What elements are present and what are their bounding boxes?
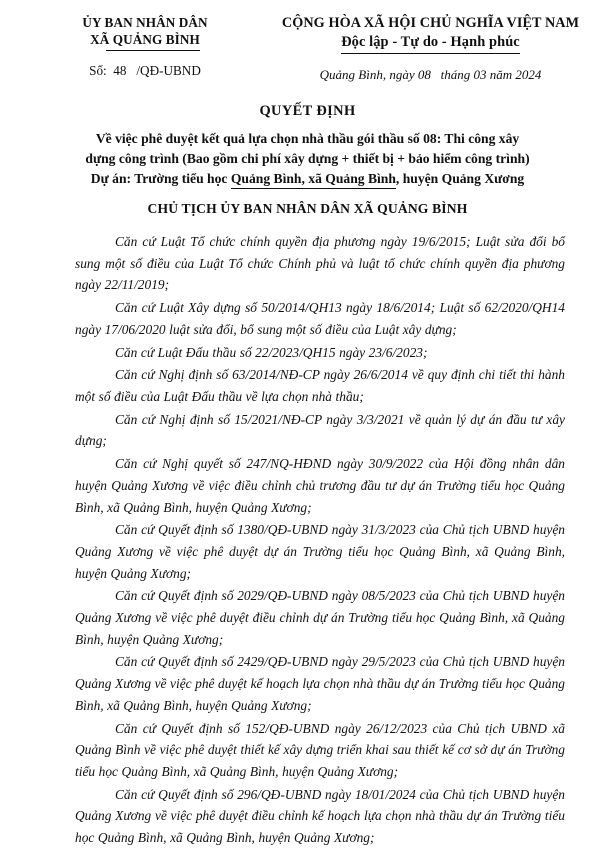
- legal-basis-paragraph: Căn cứ Quyết định số 1380/QĐ-UBND ngày 31/3/2023 của Chủ tịch UBND huyện Quảng Xương về việc phê duyệt dự án Trường tiểu học Quảng Bình, xã Quảng Bình, huyện Quảng Xương;: [75, 522, 565, 581]
- organization-name-line2: [22, 31, 268, 49]
- legal-basis-paragraph: Căn cứ Nghị định số 15/2021/NĐ-CP ngày 3/3/2021 về quản lý dự án đầu tư xây dựng;: [75, 411, 565, 449]
- decision-subject: [52, 129, 563, 189]
- subject-line-1: Về việc phê duyệt kết quả lựa chọn nhà thầu gói thầu số 08: Thi công xây: [95, 130, 520, 146]
- legal-basis-paragraph: Căn cứ Quyết định số 296/QĐ-UBND ngày 18/01/2024 của Chủ tịch UBND huyện Quảng Xương về việc phê duyệt điều chỉnh kế hoạch lựa chọn nhà thầu dự án Trường tiểu học Quảng Bình, xã Quảng Bình, huyện Quảng Xương;: [75, 786, 565, 846]
- document-number: Số: 48 /QĐ-UBND: [89, 62, 201, 78]
- title-block: [0, 103, 615, 217]
- legal-basis-paragraph: Căn cứ Quyết định số 152/QĐ-UBND ngày 26/12/2023 của Chủ tịch UBND xã Quảng Bình về việc phê duyệt thiết kế xây dựng triển khai sau thiết kế cơ sở dự án Trường tiểu học Quảng Bình, xã Quảng Bình, huyện Quảng Xương;: [75, 720, 565, 779]
- national-heading-block: [268, 14, 593, 83]
- subject-line-2: dựng công trình (Bao gồm chi phí xây dựng + thiết bị + bảo hiểm công trình): [85, 150, 530, 166]
- national-title: CỘNG HÒA XÃ HỘI CHỦ NGHĨA VIỆT NAM: [281, 15, 580, 31]
- legal-basis-paragraph: Căn cứ Nghị định số 63/2014/NĐ-CP ngày 26/6/2014 về quy định chi tiết thi hành một số điều của Luật Đấu thầu về lựa chọn nhà thầu;: [75, 367, 565, 404]
- legal-basis-paragraph: Căn cứ Quyết định số 2429/QĐ-UBND ngày 29/5/2023 của Chủ tịch UBND huyện Quảng Xương về việc phê duyệt kế hoạch lựa chọn nhà thầu dự án Trường tiểu học Quảng Bình, xã Quảng Bình, huyện Quảng Xương;: [75, 654, 565, 713]
- legal-basis-paragraph: Căn cứ Nghị quyết số 247/NQ-HĐND ngày 30/9/2022 của Hội đồng nhân dân huyện Quảng Xương về việc điều chỉnh chủ trương đầu tư dự án Trường tiểu học Quảng Bình, xã Quảng Bình, huyện Quảng Xương;: [75, 456, 565, 515]
- subject-line-3-prefix: Dự án: Trường tiểu học: [90, 170, 231, 186]
- legal-basis-paragraph: Căn cứ Luật Xây dựng số 50/2014/QH13 ngày 18/6/2014; Luật số 62/2020/QH14 ngày 17/06/2020 luật sửa đổi, bổ sung một số điều của Luật xây dựng;: [75, 300, 565, 337]
- subject-line-3-underlined: Quảng Bình, xã Quảng Bình: [231, 169, 396, 189]
- place-and-date: Quảng Bình, ngày 08 tháng 03 năm 2024: [319, 66, 542, 82]
- organization-name-line1: ỦY BAN NHÂN DÂN: [82, 15, 208, 30]
- document-header: [0, 0, 615, 83]
- legal-basis-paragraph: Căn cứ Luật Tổ chức chính quyền địa phương ngày 19/6/2015; Luật sửa đổi bổ sung một số điều của Luật Tổ chức Chính phủ và luật tổ chức chính quyền địa phương ngày 22/11/2019;: [75, 234, 565, 293]
- national-motto-underlined: Độc lập - Tự do - Hạnh phúc: [341, 33, 520, 53]
- organization-name-underlined: XÃ QUẢNG BÌNH: [90, 31, 200, 49]
- issuing-officer-title: CHỦ TỊCH ỦY BAN NHÂN DÂN XÃ QUẢNG BÌNH: [147, 201, 468, 217]
- issuing-authority-block: [22, 14, 268, 79]
- decision-heading: QUYẾT ĐỊNH: [259, 102, 356, 119]
- legal-basis-paragraph: Căn cứ Luật Đấu thầu số 22/2023/QH15 ngày 23/6/2023;: [115, 344, 428, 360]
- subject-line-3-suffix: , huyện Quảng Xương: [395, 170, 525, 186]
- national-motto: [268, 33, 593, 53]
- legal-basis-paragraph: Căn cứ Quyết định số 2029/QĐ-UBND ngày 08/5/2023 của Chủ tịch UBND huyện Quảng Xương về việc phê duyệt điều chỉnh dự án Trường tiểu học Quảng Bình, xã Quảng Bình, huyện Quảng Xương;: [75, 588, 565, 647]
- document-body: [75, 231, 565, 849]
